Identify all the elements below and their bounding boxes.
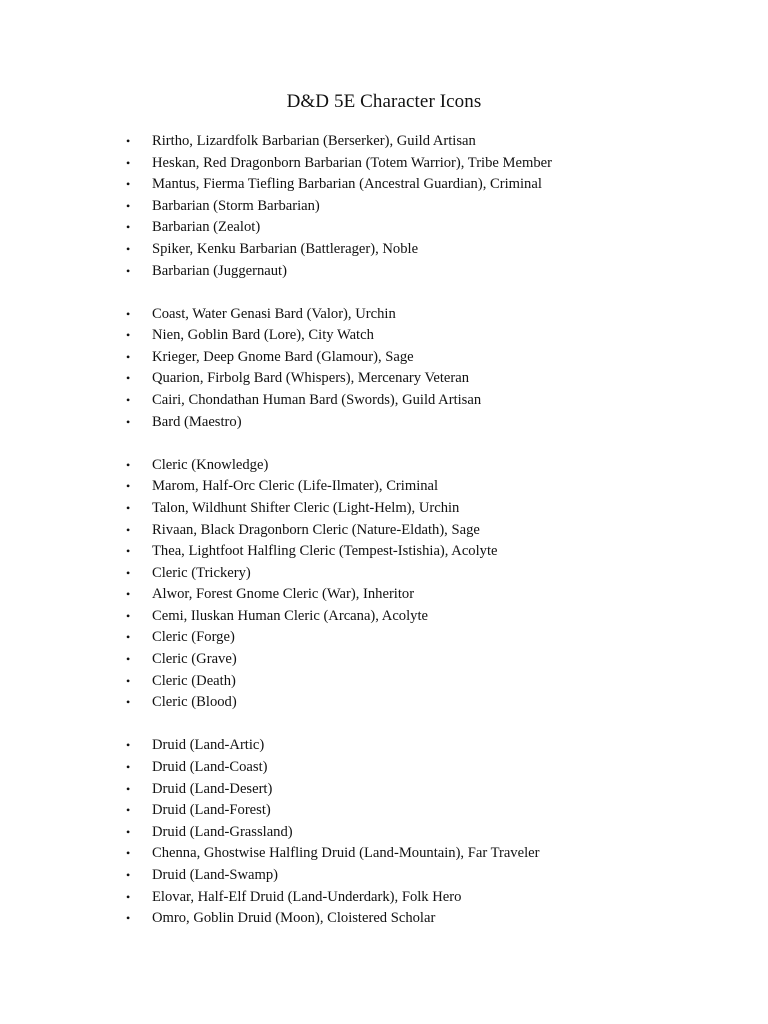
bullet-icon: • — [126, 889, 131, 904]
bullet-icon: • — [126, 479, 131, 494]
list-item — [0, 217, 768, 239]
bullet-icon: • — [126, 781, 131, 796]
list-item — [0, 153, 768, 175]
bullet-icon: • — [126, 349, 131, 364]
bullet-icon: • — [126, 414, 131, 429]
list-item — [0, 412, 768, 434]
list-item-text: Heskan, Red Dragonborn Barbarian (Totem Warrior), Tribe Member — [152, 154, 552, 171]
list-item-text: Cleric (Blood) — [152, 694, 237, 711]
list-item — [0, 541, 768, 563]
bullet-icon: • — [126, 134, 131, 148]
list-item-text: Bard (Maestro) — [152, 413, 242, 430]
list-item-text: Rivaan, Black Dragonborn Cleric (Nature-Eldath), Sage — [152, 521, 480, 538]
bullet-icon: • — [126, 500, 131, 515]
bullet-icon: • — [126, 846, 131, 861]
list-item — [0, 563, 768, 585]
list-item-text: Barbarian (Storm Barbarian) — [152, 197, 320, 214]
list-item — [0, 520, 768, 542]
list-item-text: Coast, Water Genasi Bard (Valor), Urchin — [152, 305, 396, 322]
bullet-icon: • — [126, 911, 131, 926]
list-item-text: Druid (Land-Coast) — [152, 758, 268, 775]
list-item — [0, 606, 768, 628]
list-item-text: Druid (Land-Grassland) — [152, 823, 293, 840]
list-item-text: Cleric (Knowledge) — [152, 456, 269, 473]
list-item-text: Druid (Land-Artic) — [152, 737, 265, 754]
list-item-text: Nien, Goblin Bard (Lore), City Watch — [152, 327, 374, 344]
list-item-text: Druid (Land-Swamp) — [152, 866, 279, 883]
bullet-icon: • — [126, 695, 131, 710]
list-item-text: Omro, Goblin Druid (Moon), Cloistered Scholar — [152, 910, 436, 927]
list-item — [0, 779, 768, 801]
list-item — [0, 304, 768, 326]
list-item — [0, 865, 768, 887]
list-item-text: Alwor, Forest Gnome Cleric (War), Inheritor — [152, 586, 415, 603]
bullet-icon: • — [126, 803, 131, 818]
list-item — [0, 131, 768, 153]
character-group — [0, 455, 768, 714]
bullet-icon: • — [126, 544, 131, 559]
list-item-text: Mantus, Fierma Tiefling Barbarian (Ancestral Guardian), Criminal — [152, 176, 542, 193]
bullet-icon: • — [126, 759, 131, 774]
list-item — [0, 822, 768, 844]
bullet-icon: • — [126, 220, 131, 235]
bullet-icon: • — [126, 457, 131, 472]
list-item-text: Krieger, Deep Gnome Bard (Glamour), Sage — [152, 348, 414, 365]
list-item — [0, 390, 768, 412]
bullet-icon: • — [126, 673, 131, 688]
bullet-icon: • — [126, 328, 131, 343]
list-item — [0, 757, 768, 779]
bullet-icon: • — [126, 738, 131, 753]
list-item — [0, 325, 768, 347]
list-item-text: Druid (Land-Forest) — [152, 802, 271, 819]
list-item-text: Barbarian (Zealot) — [152, 219, 261, 236]
list-item-text: Cairi, Chondathan Human Bard (Swords), Guild Artisan — [152, 392, 482, 409]
list-item-text: Cemi, Iluskan Human Cleric (Arcana), Acolyte — [152, 607, 428, 624]
bullet-icon: • — [126, 630, 131, 645]
list-item — [0, 692, 768, 714]
list-item-text: Cleric (Grave) — [152, 651, 237, 668]
list-item-text: Quarion, Firbolg Bard (Whispers), Mercenary Veteran — [152, 370, 470, 387]
list-item — [0, 174, 768, 196]
list-item-text: Barbarian (Juggernaut) — [152, 262, 287, 279]
list-item — [0, 239, 768, 261]
list-item — [0, 627, 768, 649]
list-item — [0, 498, 768, 520]
bullet-icon: • — [126, 155, 131, 170]
list-item — [0, 908, 768, 930]
bullet-icon: • — [126, 241, 131, 256]
bullet-icon: • — [126, 608, 131, 623]
list-item-text: Cleric (Trickery) — [152, 564, 251, 581]
character-group — [0, 131, 768, 282]
bullet-icon: • — [126, 587, 131, 602]
character-group — [0, 735, 768, 929]
list-item — [0, 649, 768, 671]
list-item-text: Marom, Half-Orc Cleric (Life-Ilmater), Criminal — [152, 478, 439, 495]
bullet-icon: • — [126, 565, 131, 580]
bullet-icon: • — [126, 177, 131, 192]
list-item — [0, 368, 768, 390]
list-item-text: Cleric (Death) — [152, 672, 236, 689]
list-item-text: Talon, Wildhunt Shifter Cleric (Light-Helm), Urchin — [152, 499, 460, 516]
list-item — [0, 261, 768, 283]
bullet-icon: • — [126, 652, 131, 667]
list-item — [0, 584, 768, 606]
bullet-icon: • — [126, 393, 131, 408]
character-list — [0, 131, 768, 951]
bullet-icon: • — [126, 824, 131, 839]
list-item — [0, 887, 768, 909]
list-item-text: Elovar, Half-Elf Druid (Land-Underdark), Folk Hero — [152, 888, 462, 905]
bullet-icon: • — [126, 522, 131, 537]
list-item — [0, 347, 768, 369]
list-item-text: Chenna, Ghostwise Halfling Druid (Land-Mountain), Far Traveler — [152, 845, 540, 862]
page-title: D&D 5E Character Icons — [286, 91, 482, 112]
character-group — [0, 304, 768, 434]
list-item — [0, 196, 768, 218]
list-item-text: Rirtho, Lizardfolk Barbarian (Berserker), Guild Artisan — [152, 133, 476, 149]
list-item — [0, 671, 768, 693]
list-item-text: Spiker, Kenku Barbarian (Battlerager), Noble — [152, 240, 419, 257]
bullet-icon: • — [126, 306, 131, 321]
bullet-icon: • — [126, 263, 131, 278]
bullet-icon: • — [126, 867, 131, 882]
list-item — [0, 735, 768, 757]
list-item — [0, 455, 768, 477]
list-item — [0, 843, 768, 865]
list-item — [0, 476, 768, 498]
list-item-text: Cleric (Forge) — [152, 629, 235, 646]
bullet-icon: • — [126, 371, 131, 386]
bullet-icon: • — [126, 198, 131, 213]
list-item — [0, 800, 768, 822]
list-item-text: Druid (Land-Desert) — [152, 780, 273, 797]
list-item-text: Thea, Lightfoot Halfling Cleric (Tempest-Istishia), Acolyte — [152, 543, 498, 560]
